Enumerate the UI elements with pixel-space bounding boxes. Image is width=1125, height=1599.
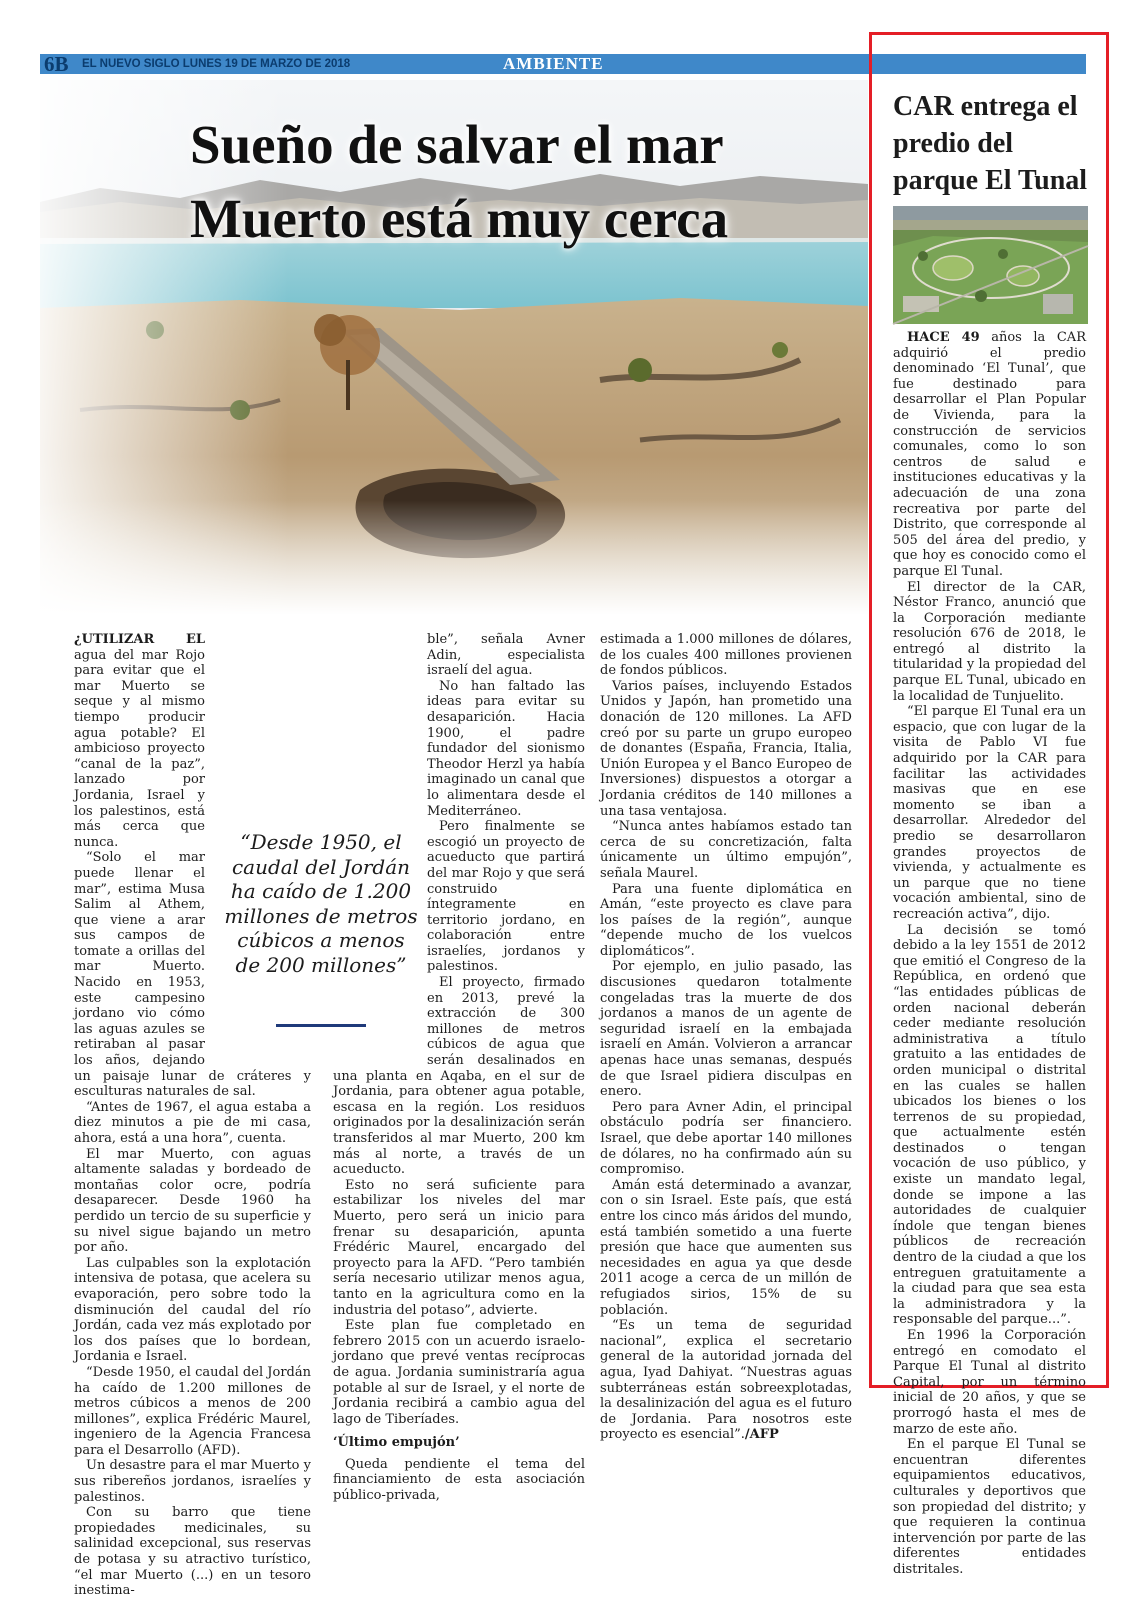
sidebar-lead-in: HACE 49 <box>907 330 980 345</box>
sidebar-paragraph: La decisión se tomó debido a la ley 1551 de 2012 que emitió el Congreso de la República, en ordenó que “las entidades públicas de orden nacional deberán ceder mediante resolución administrativa a título gratuito a las entidades de orden municipal o distrital en las cuales se hallen ubicados los bienes o los terrenos de su propiedad, que actualmente estén destinados o tengan vocación de uso público, y existe un mandato legal, donde se impone a las autoridades de cualquier índole que tengan bienes públicos de recreación dentro de la ciudad a que los entreguen gratuitamente a la ciudad para que sea esta la administradora y la responsable del parque...”. <box>893 922 1086 1328</box>
headline-line-1: Sueño de salvar el mar <box>190 114 724 175</box>
article-paragraph: Por ejemplo, en julio pasado, las discusiones quedaron totalmente congeladas tras la muerte de dos jordanos a manos de un agente de seguridad israelí en la embajada israelí en Amán. Volvieron a arrancar apenas hace unas semanas, después de que Israel pidiera disculpas en enero. <box>600 959 852 1100</box>
pull-quote-rule <box>276 1024 366 1027</box>
article-paragraph: Un desastre para el mar Muerto y sus ribereños jordanos, israelíes y palestinos. <box>74 1458 311 1505</box>
article-paragraph: “Solo el mar puede llenar el mar”, estima Musa Salim al Athem, que viene a arar sus campos de tomate a orillas del mar Muerto. Nacido en 1953, este campesino jordano vio cómo las aguas azules se retiraban al pasar los años, dejando un paisaje lunar de cráteres y esculturas naturales de sal. <box>74 850 311 1100</box>
sidebar-paragraph: HACE 49 años la CAR adquirió el predio denominado ‘El Tunal’, que fue destinado para desarrollar el Plan Popular de Vivienda, para la construcción de servicios comunales, como lo son centros de salud e instituciones educativas y la adecuación de una zona recreativa por parte del Distrito, que corresponde al 505 del área del predio, y que hoy es conocido como el parque El Tunal. <box>893 330 1086 579</box>
article-paragraph: ble”, señala Avner Adin, especialista israelí del agua. <box>427 632 585 679</box>
article-paragraph: Este plan fue completado en febrero 2015 con un acuerdo israelo-jordano que prevé ventas recíprocas de agua. Jordania suministraría agua potable al sur de Israel, y el norte de Jordania recibirá a cambio agua del lago de Tiberíades. <box>333 1318 585 1427</box>
article-credit: /AFP <box>744 1427 779 1443</box>
page-number: 6B <box>44 52 69 76</box>
el-tunal-aerial-photo <box>893 206 1088 324</box>
article-paragraph: No han faltado las ideas para evitar su desaparición. Hacia 1900, el padre fundador del sionismo Theodor Herzl ya había imaginado un canal que lo alimentara desde el Mediterráneo. <box>427 678 585 819</box>
article-paragraph: “Es un tema de seguridad nacional”, explica el secretario general de la autoridad jornada del agua, Iyad Dahiyat. “Nuestras aguas subterráneas están sobreexplotadas, la desalinización del agua es el futuro de Jordania. Para nosotros este proyecto es esencial”./AFP <box>600 1318 852 1443</box>
pull-quote-text: “Desde 1950, el caudal del Jordán ha caído de 1.200 millones de metros cúbicos a menos de 200 millones” <box>224 830 418 977</box>
pull-quote <box>224 826 418 1039</box>
section-label: AMBIENTE <box>503 54 604 73</box>
article-paragraph: estimada a 1.000 millones de dólares, de los cuales 400 millones provienen de fondos públicos. <box>600 632 852 679</box>
article-paragraph: Para una fuente diplomática en Amán, “este proyecto es clave para los países de la región”, aunque “depende mucho de los vuelcos diplomáticos”. <box>600 881 852 959</box>
headline-line-2: Muerto está muy cerca <box>190 188 729 249</box>
sidebar-paragraph: El director de la CAR, Néstor Franco, anunció que la Corporación mediante resolución 676 de 2018, le entregó al distrito la titularidad y la propiedad del parque EL Tunal, ubicado en la localidad de Tunjuelito. <box>893 579 1086 704</box>
article-paragraph: Las culpables son la explotación intensiva de potasa, que acelera su evaporación, pero sobre todo la disminución del caudal del río Jordán, cada vez más explotado por los dos países que lo bordean, Jordania e Israel. <box>74 1255 311 1365</box>
article-paragraph: Queda pendiente el tema del financiamiento de esta asociación público-privada, <box>333 1456 585 1504</box>
article-column-3 <box>600 632 852 1443</box>
article-paragraph: ¿UTILIZAR EL agua del mar Rojo para evitar que el mar Muerto se seque y al mismo tiempo producir agua potable? El ambicioso proyecto “canal de la paz”, lanzado por Jordania, Israel y los palestinos, está más cerca que nunca. <box>74 632 205 850</box>
sidebar-paragraph: En 1996 la Corporación entregó en comodato el Parque El Tunal al distrito Capital, por un término inicial de 20 años, y que se prorrogó hasta el mes de marzo de este año. <box>893 1328 1086 1437</box>
article-paragraph: Amán está determinado a avanzar, con o sin Israel. Este país, que está entre los cinco más áridos del mundo, está también sometido a una fuerte presión que hace que aumenten sus necesidades en agua ya que desde 2011 acoge a cerca de un millón de refugiados sirios, 15% de su población. <box>600 1177 852 1318</box>
article-paragraph: “Nunca antes habíamos estado tan cerca de su concretización, falta únicamente un último empujón”, señala Maurel. <box>600 819 852 881</box>
sidebar-paragraph: En el parque El Tunal se encuentran diferentes equipamientos educativos, culturales y deportivos que son propiedad del distrito; y que requieren la continua intervención por parte de las diferentes entidades distritales. <box>893 1437 1086 1577</box>
main-headline <box>190 108 830 256</box>
article-lead-in: ¿UTILIZAR EL <box>74 632 205 647</box>
article-paragraph: El proyecto, firmado en 2013, prevé la extracción de 300 millones de metros cúbicos de agua que serán desalinados en una planta en Aqaba, en el sur de Jordania, para obtener agua potable, escasa en la región. Los residuos originados por la desalinización serán transferidos al mar Muerto, 200 km más al norte, a través de un acueducto. <box>333 975 585 1178</box>
article-paragraph: El mar Muerto, con aguas altamente saladas y bordeado de montañas color ocre, podría desaparecer. Desde 1960 ha perdido un tercio de su superficie y su nivel sigue bajando un metro por año. <box>74 1146 311 1256</box>
article-subheading: ‘Último empujón’ <box>333 1435 460 1451</box>
article-paragraph: Con su barro que tiene propiedades medicinales, su salinidad excepcional, sus reservas de potasa y su atractivo turístico, “el mar Muerto (...) en un tesoro inestima- <box>74 1505 311 1599</box>
article-column-1 <box>74 632 311 1599</box>
article-paragraph: “Desde 1950, el caudal del Jordán ha caído de 1.200 millones de metros cúbicos a menos de 200 millones”, explica Frédéric Maurel, ingeniero de la Agencia Francesa para el Desarrollo (AFD). <box>74 1364 311 1458</box>
sidebar-headline: CAR entrega el predio del parque El Tunal <box>893 91 1088 196</box>
article-column-2 <box>333 632 585 1504</box>
sidebar-paragraph: “El parque El Tunal era un espacio, que con lugar de la visita de Pablo VI fue adquirido por la CAR para facilitar las actividades masivas que en ese momento se iban a desarrollar. Alrededor del predio se desarrollaron grandes proyectos de vivienda, y actualmente es un parque que no tiene vocación ambiental, sino de recreación activa”, dijo. <box>893 704 1086 922</box>
article-paragraph: Pero finalmente se escogió un proyecto de acueducto que partirá del mar Rojo y que será construido íntegramente en territorio jordano, en colaboración entre israelíes, jordanos y palestinos. <box>427 819 585 975</box>
article-paragraph: Varios países, incluyendo Estados Unidos y Japón, han prometido una donación de 120 millones. La AFD creó por su parte un grupo europeo de donantes (España, Francia, Italia, Unión Europea y el Banco Europeo de Inversiones) dispuestos a otorgar a Jordania créditos de 140 millones a una tasa ventajosa. <box>600 678 852 819</box>
sidebar-body <box>893 330 1086 1578</box>
publication-dateline: EL NUEVO SIGLO LUNES 19 DE MARZO DE 2018 <box>82 58 351 70</box>
article-paragraph: Esto no será suficiente para estabilizar los niveles del mar Muerto, pero será un inicio para frenar su desaparición, apunta Frédéric Maurel, encargado del proyecto para la AFD. “Pero también sería necesario utilizar menos agua, tanto en la agricultura como en la industria del potaso”, advierte. <box>333 1177 585 1318</box>
article-paragraph: Pero para Avner Adin, el principal obstáculo podría ser financiero. Israel, que debe aportar 140 millones de dólares, no ha confirmado aún su compromiso. <box>600 1099 852 1178</box>
article-paragraph: “Antes de 1967, el agua estaba a diez minutos a pie de mi casa, ahora, está a una hora”, cuenta. <box>74 1099 311 1146</box>
